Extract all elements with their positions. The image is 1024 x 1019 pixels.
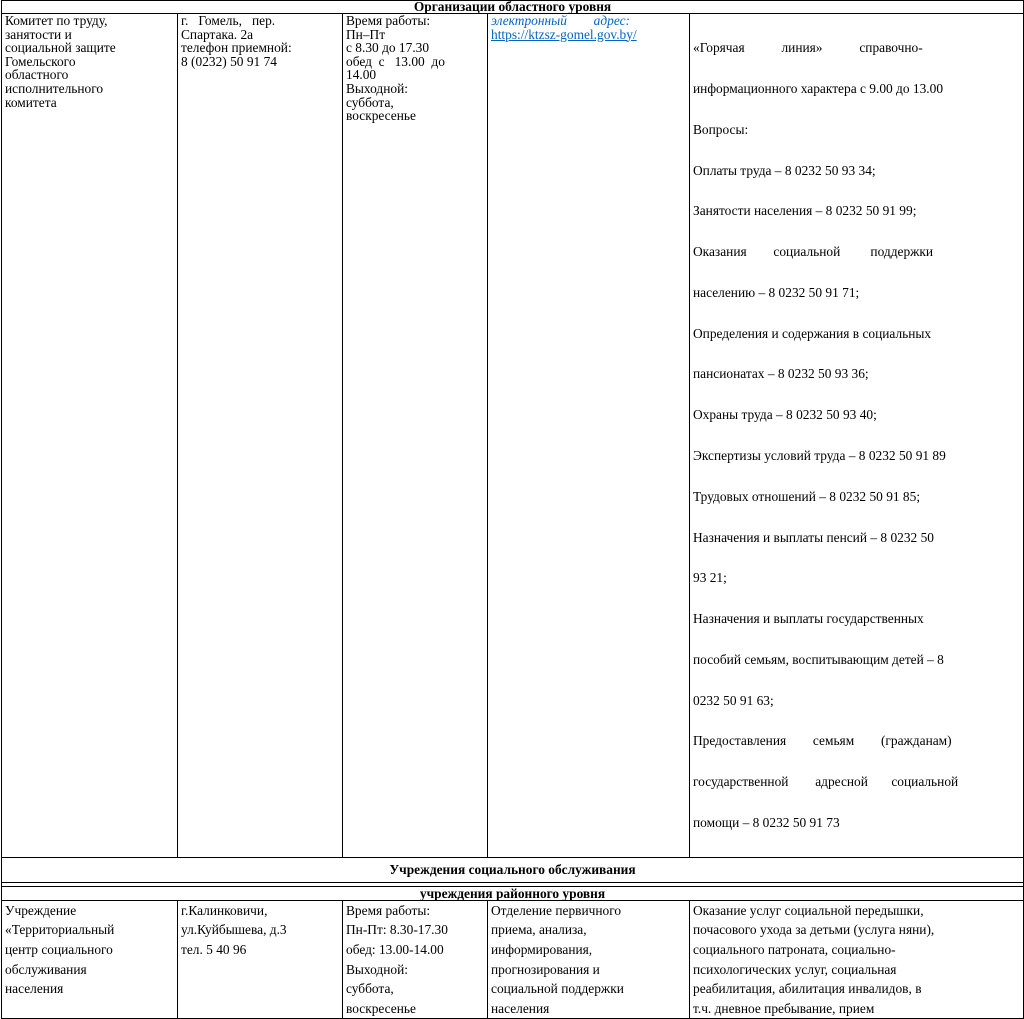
email-label: электронный адрес: xyxy=(491,13,630,28)
institution-row xyxy=(2,900,1024,1019)
institution-hours-cell xyxy=(343,900,488,1019)
committee-name-cell xyxy=(2,14,178,858)
institution-address: г.Калинковичи, ул.Куйбышева, д.3 тел. 5 40 96 xyxy=(181,902,287,957)
social-section-title: Учреждения социального обслуживания xyxy=(2,857,1024,882)
institution-hours: Время работы: Пн-Пт: 8.30-17.30 обед: 13.00-14.00 Выходной: суббота, воскресенье xyxy=(346,902,448,1016)
committee-email-cell xyxy=(488,14,690,858)
website-link[interactable]: https://ktzsz-gomel.gov.by/ xyxy=(491,26,637,42)
regional-header-row xyxy=(2,1,1024,14)
hotline-info: «Горячая линия» справочно- информационного характера с 9.00 до 13.00 Вопросы: Оплаты труда – 8 0232 50 93 34; Занятости населения – 8 0232 50 91 99; Оказания социальной поддержки населению – 8 0232 50 91 71; Определения и содержания в социальных пансионатах – 8 0232 50 93 36; Охраны труда – 8 0232 50 93 40; Экспертизы условий труда – 8 0232 50 91 89 Трудовых отношений – 8 0232 50 91 85; Назначения и выплаты пенсий – 8 0232 50 93 21; Назначения и выплаты государственных пособий семьям, воспитывающим детей – 8 0232 50 91 63; Предоставления семьям (гражданам) государственной адресной социальной помощи – 8 0232 50 91 73 xyxy=(693,40,959,831)
institution-address-cell xyxy=(178,900,343,1019)
committee-address-cell xyxy=(178,14,343,858)
social-header-row xyxy=(2,857,1024,882)
regional-section-title: Организации областного уровня xyxy=(2,1,1024,14)
district-section-title: учреждения районного уровня xyxy=(2,886,1024,900)
hotline-cell xyxy=(690,14,1024,858)
committee-row xyxy=(2,14,1024,858)
institution-department-cell xyxy=(488,900,690,1019)
committee-hours: Время работы: Пн–Пт с 8.30 до 17.30 обед с 13.00 до 14.00 Выходной: суббота, воскресенье xyxy=(346,13,445,124)
institution-services-cell xyxy=(690,900,1024,1019)
institution-services: Оказание услуг социальной передышки, почасового ухода за детьми (услуга няни), социального патроната, социально- психологических услуг, социальная реабилитация, абилитация инвалидов, в т.ч. дневное пребывание, прием xyxy=(693,902,935,1016)
committee-address: г. Гомель, пер. Спартака. 2а телефон приемной: 8 (0232) 50 91 74 xyxy=(181,13,292,69)
institution-name: Учреждение «Территориальный центр социального обслуживания населения xyxy=(5,902,115,997)
committee-hours-cell xyxy=(343,14,488,858)
institution-name-cell xyxy=(2,900,178,1019)
institution-department: Отделение первичного приема, анализа, информирования, прогнозирования и социальной поддержки населения xyxy=(491,902,624,1016)
district-header-row xyxy=(2,886,1024,900)
committee-name: Комитет по труду, занятости и социальной защите Гомельского областного исполнительного комитета xyxy=(5,13,116,110)
organizations-table xyxy=(1,0,1024,1019)
